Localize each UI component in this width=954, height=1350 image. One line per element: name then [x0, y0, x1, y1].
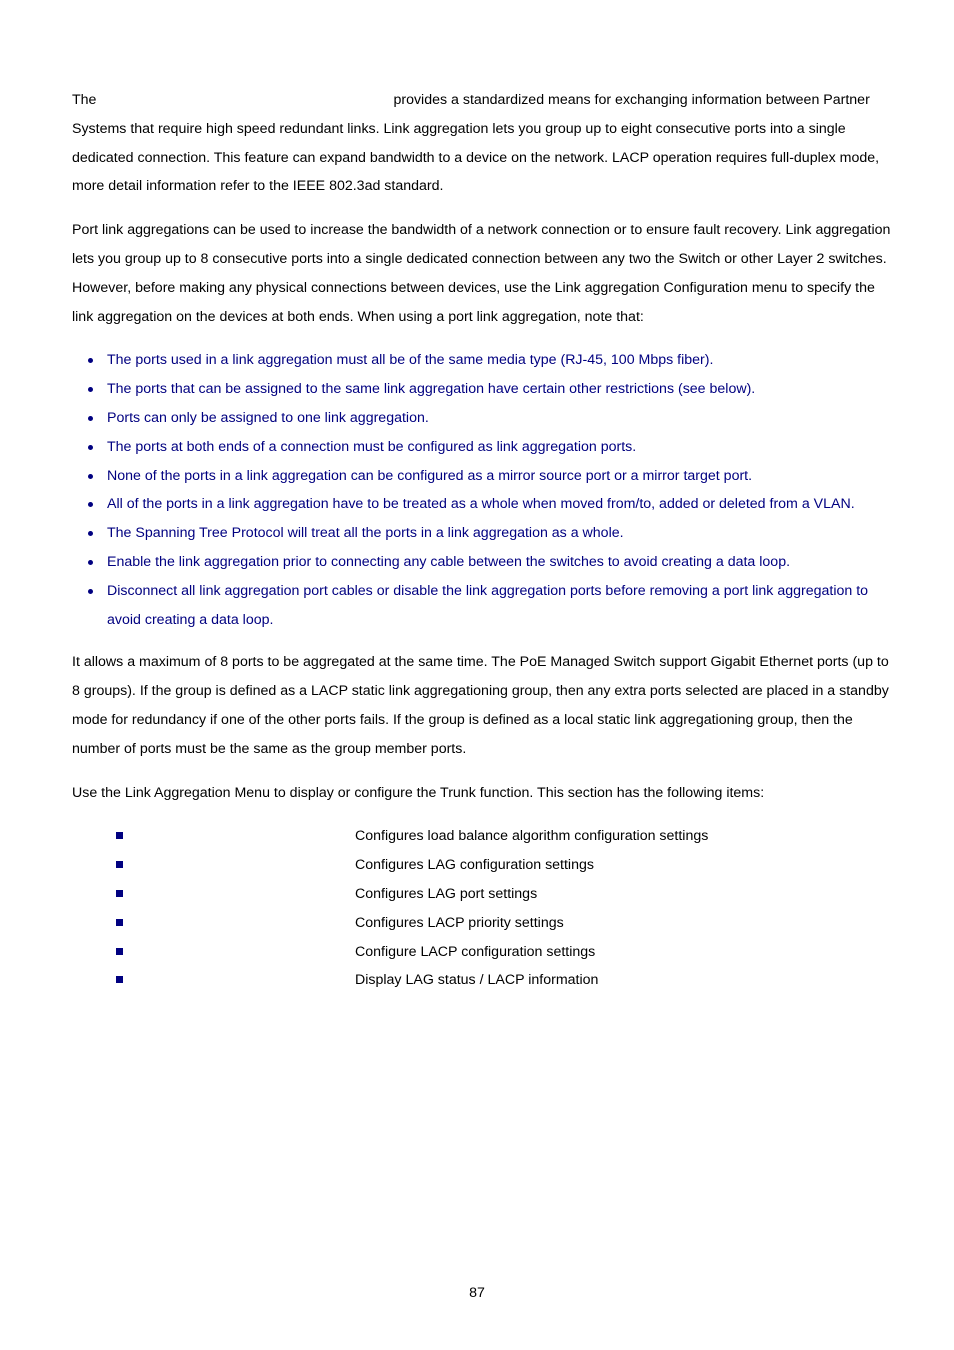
menu-item-row [72, 909, 892, 938]
list-item-text: The Spanning Tree Protocol will treat all the ports in a link aggregation as a whole. [107, 525, 624, 542]
menu-item-description: Configures LAG port settings [355, 885, 538, 902]
list-item [72, 490, 892, 519]
list-item [72, 462, 892, 491]
menu-item-description: Configures LAG configuration settings [355, 857, 594, 874]
menu-item-row [72, 880, 892, 909]
list-item-text: The ports used in a link aggregation must all be of the same media type (RJ-45, 100 Mbps fiber). [107, 352, 714, 369]
square-bullet-icon [116, 832, 123, 839]
bullet-icon [88, 502, 93, 507]
list-item-text: Disconnect all link aggregation port cables or disable the link aggregation ports before removing a port link aggregation to avoid creating a data loop. [107, 582, 869, 628]
bullet-icon [88, 358, 93, 363]
bullet-icon [88, 560, 93, 565]
list-item-text: The ports at both ends of a connection must be configured as link aggregation ports. [107, 438, 637, 455]
list-item [72, 519, 892, 548]
list-item [72, 433, 892, 462]
menu-item-row [72, 822, 892, 851]
intro-text: provides a standardized means for exchanging information between Partner Systems that require high speed redundant links. Link aggregation lets you group up to eight consecutive ports into a single dedicated connection. This feature can expand bandwidth to a device on the network. LACP operation requires full-duplex mode, more detail information refer to the IEEE 802.3ad standard. [72, 92, 880, 195]
intro-paragraph [72, 86, 892, 201]
menu-item-description: Configures load balance algorithm configuration settings [355, 828, 709, 845]
square-bullet-icon [116, 890, 123, 897]
menu-item-description: Display LAG status / LACP information [355, 972, 599, 989]
list-item [72, 375, 892, 404]
list-item [72, 346, 892, 375]
bullet-icon [88, 589, 93, 594]
square-bullet-icon [116, 861, 123, 868]
square-bullet-icon [116, 948, 123, 955]
bullet-icon [88, 387, 93, 392]
square-bullet-icon [116, 919, 123, 926]
aggregation-limits-paragraph: It allows a maximum of 8 ports to be aggregated at the same time. The PoE Managed Switch support Gigabit Ethernet ports (up to 8 groups). If the group is defined as a LACP static link aggregationing group, then any extra ports selected are placed in a standby mode for redundancy if one of the other ports fails. If the group is defined as a local static link aggregationing group, then the number of ports must be the same as the group member ports. [72, 654, 889, 757]
menu-item-description: Configure LACP configuration settings [355, 943, 596, 960]
menu-item-row [72, 851, 892, 880]
page-number: 87 [469, 1285, 485, 1301]
intro-lead: The [72, 92, 97, 108]
bullet-icon [88, 445, 93, 450]
bullet-icon [88, 416, 93, 421]
list-item-text: Ports can only be assigned to one link aggregation. [107, 409, 429, 426]
link-aggregation-paragraph: Port link aggregations can be used to increase the bandwidth of a network connection or to ensure fault recovery. Link aggregation lets you group up to 8 consecutive ports into a single dedicated connection between any two the Switch or other Layer 2 switches. However, before making any physical connections between devices, use the Link aggregation Configuration menu to specify the link aggregation on the devices at both ends. When using a port link aggregation, note that: [72, 222, 891, 325]
restriction-list [72, 346, 892, 634]
list-item [72, 404, 892, 433]
document-body [72, 86, 892, 995]
bullet-icon [88, 474, 93, 479]
menu-item-row [72, 966, 892, 995]
list-item [72, 577, 892, 635]
menu-intro-paragraph: Use the Link Aggregation Menu to display or configure the Trunk function. This section has the following items: [72, 784, 765, 801]
list-item [72, 548, 892, 577]
bullet-icon [88, 531, 93, 536]
menu-item-row [72, 938, 892, 967]
menu-item-list [72, 822, 892, 995]
square-bullet-icon [116, 976, 123, 983]
menu-item-description: Configures LACP priority settings [355, 914, 564, 931]
list-item-text: None of the ports in a link aggregation can be configured as a mirror source port or a mirror target port. [107, 467, 753, 484]
list-item-text: All of the ports in a link aggregation have to be treated as a whole when moved from/to, added or deleted from a VLAN. [107, 496, 855, 513]
list-item-text: Enable the link aggregation prior to connecting any cable between the switches to avoid creating a data loop. [107, 553, 791, 570]
list-item-text: The ports that can be assigned to the same link aggregation have certain other restrictions (see below). [107, 381, 756, 398]
